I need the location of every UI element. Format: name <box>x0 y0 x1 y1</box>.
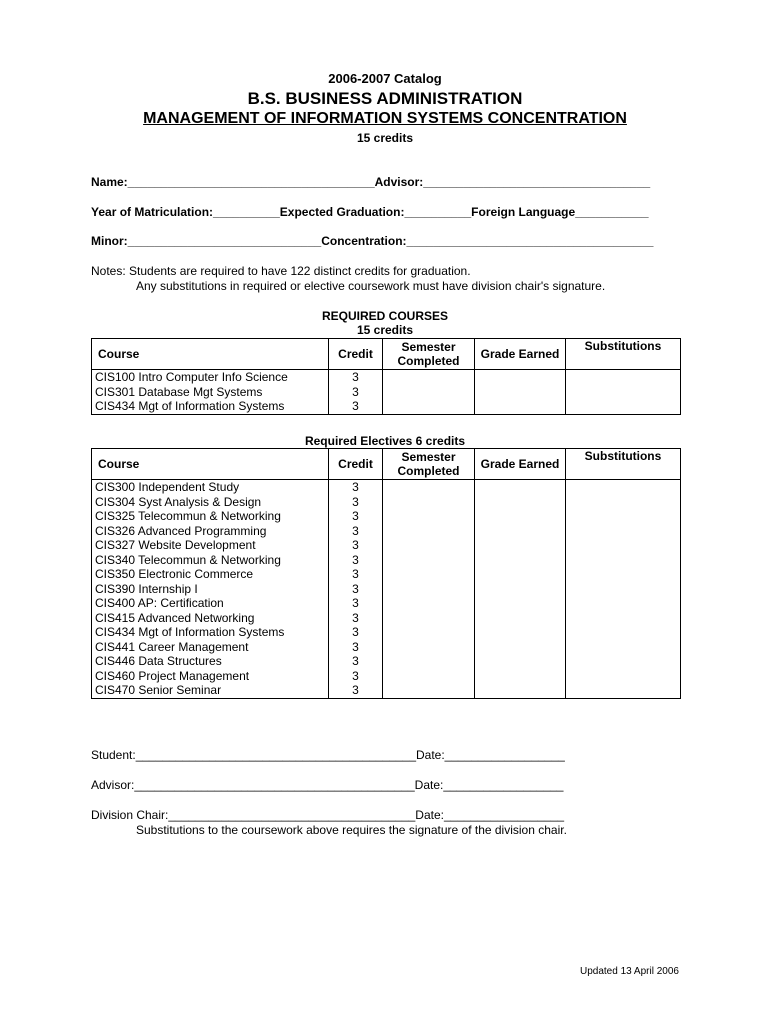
substitutions-cell[interactable] <box>566 596 681 611</box>
table-row <box>92 567 681 582</box>
table-row <box>92 553 681 568</box>
table-row <box>92 399 681 414</box>
substitutions-cell[interactable] <box>566 495 681 510</box>
course-cell: CIS441 Career Management <box>92 640 329 655</box>
electives-body <box>92 480 681 699</box>
grade-cell[interactable] <box>475 640 566 655</box>
credit-cell: 3 <box>329 370 383 385</box>
credit-cell: 3 <box>329 399 383 414</box>
substitutions-cell[interactable] <box>566 385 681 400</box>
substitutions-cell[interactable] <box>566 625 681 640</box>
course-cell: CIS434 Mgt of Information Systems <box>92 625 329 640</box>
credit-cell: 3 <box>329 625 383 640</box>
grade-cell[interactable] <box>475 385 566 400</box>
course-cell: CIS415 Advanced Networking <box>92 611 329 626</box>
semester-cell[interactable] <box>383 683 475 698</box>
credit-cell: 3 <box>329 611 383 626</box>
table-row <box>92 538 681 553</box>
substitutions-cell[interactable] <box>566 582 681 597</box>
semester-cell[interactable] <box>383 654 475 669</box>
credit-cell: 3 <box>329 524 383 539</box>
substitutions-cell[interactable] <box>566 654 681 669</box>
table-row <box>92 582 681 597</box>
col-grade: Grade Earned <box>475 339 566 370</box>
credit-cell: 3 <box>329 509 383 524</box>
catalog-year: 2006-2007 Catalog <box>328 71 442 86</box>
course-cell: CIS300 Independent Study <box>92 480 329 495</box>
grade-cell[interactable] <box>475 399 566 414</box>
semester-cell[interactable] <box>383 385 475 400</box>
course-cell: CIS434 Mgt of Information Systems <box>92 399 329 414</box>
credit-cell: 3 <box>329 654 383 669</box>
semester-cell[interactable] <box>383 553 475 568</box>
substitutions-cell[interactable] <box>566 669 681 684</box>
semester-cell[interactable] <box>383 640 475 655</box>
course-cell: CIS304 Syst Analysis & Design <box>92 495 329 510</box>
col-course: Course <box>92 339 329 370</box>
substitutions-cell[interactable] <box>566 538 681 553</box>
course-cell: CIS350 Electronic Commerce <box>92 567 329 582</box>
table-row <box>92 370 681 385</box>
credit-cell: 3 <box>329 567 383 582</box>
table-row <box>92 596 681 611</box>
substitutions-cell[interactable] <box>566 640 681 655</box>
credit-cell: 3 <box>329 538 383 553</box>
col-substitutions: Substitutions <box>566 339 681 370</box>
required-courses-credits: 15 credits <box>356 323 414 337</box>
credit-cell: 3 <box>329 669 383 684</box>
electives-title: Required Electives 6 credits <box>304 434 466 448</box>
table-row <box>92 509 681 524</box>
name-advisor-line[interactable]: Name:_____________________________________Advisor:__________________________________ <box>91 175 651 189</box>
semester-cell[interactable] <box>383 567 475 582</box>
matriculation-line[interactable]: Year of Matriculation:__________Expected Graduation:__________Foreign Language___________ <box>91 205 649 219</box>
col-course: Course <box>92 449 329 480</box>
table-row <box>92 385 681 400</box>
course-cell: CIS325 Telecommun & Networking <box>92 509 329 524</box>
student-signature-line[interactable]: Student:__________________________________________Date:__________________ <box>91 748 565 762</box>
course-cell: CIS326 Advanced Programming <box>92 524 329 539</box>
table-row <box>92 640 681 655</box>
substitutions-cell[interactable] <box>566 524 681 539</box>
notes-line-2: Any substitutions in required or elective coursework must have division chair's signature. <box>136 279 606 293</box>
table-row <box>92 669 681 684</box>
credit-cell: 3 <box>329 480 383 495</box>
substitutions-cell[interactable] <box>566 611 681 626</box>
concentration-title: MANAGEMENT OF INFORMATION SYSTEMS CONCENTRATION <box>143 110 627 127</box>
substitutions-cell[interactable] <box>566 567 681 582</box>
semester-cell[interactable] <box>383 538 475 553</box>
credit-cell: 3 <box>329 553 383 568</box>
substitutions-cell[interactable] <box>566 480 681 495</box>
semester-cell[interactable] <box>383 596 475 611</box>
notes-line-1: Notes: Students are required to have 122 distinct credits for graduation. <box>91 264 471 278</box>
minor-concentration-line[interactable]: Minor:_____________________________Concentration:_____________________________________ <box>91 234 654 248</box>
course-cell: CIS301 Database Mgt Systems <box>92 385 329 400</box>
substitutions-cell[interactable] <box>566 683 681 698</box>
grade-cell[interactable] <box>475 553 566 568</box>
course-cell: CIS100 Intro Computer Info Science <box>92 370 329 385</box>
grade-cell[interactable] <box>475 582 566 597</box>
substitutions-note: Substitutions to the coursework above requires the signature of the division chair. <box>136 823 567 837</box>
required-courses-title: REQUIRED COURSES <box>321 309 449 323</box>
grade-cell[interactable] <box>475 538 566 553</box>
credit-cell: 3 <box>329 596 383 611</box>
substitutions-cell[interactable] <box>566 509 681 524</box>
grade-cell[interactable] <box>475 509 566 524</box>
semester-cell[interactable] <box>383 480 475 495</box>
course-cell: CIS400 AP: Certification <box>92 596 329 611</box>
grade-cell[interactable] <box>475 370 566 385</box>
grade-cell[interactable] <box>475 669 566 684</box>
col-semester: Semester Completed <box>383 449 475 480</box>
credit-cell: 3 <box>329 582 383 597</box>
course-cell: CIS446 Data Structures <box>92 654 329 669</box>
substitutions-cell[interactable] <box>566 370 681 385</box>
credit-cell: 3 <box>329 683 383 698</box>
grade-cell[interactable] <box>475 654 566 669</box>
grade-cell[interactable] <box>475 524 566 539</box>
course-cell: CIS460 Project Management <box>92 669 329 684</box>
col-credit: Credit <box>329 449 383 480</box>
semester-cell[interactable] <box>383 524 475 539</box>
table-row <box>92 480 681 495</box>
course-cell: CIS340 Telecommun & Networking <box>92 553 329 568</box>
grade-cell[interactable] <box>475 567 566 582</box>
semester-cell[interactable] <box>383 611 475 626</box>
credit-cell: 3 <box>329 495 383 510</box>
semester-cell[interactable] <box>383 582 475 597</box>
updated-date: Updated 13 April 2006 <box>580 966 679 977</box>
substitutions-cell[interactable] <box>566 399 681 414</box>
credits-subtitle: 15 credits <box>356 131 414 145</box>
grade-cell[interactable] <box>475 625 566 640</box>
semester-cell[interactable] <box>383 669 475 684</box>
grade-cell[interactable] <box>475 611 566 626</box>
degree-title: B.S. BUSINESS ADMINISTRATION <box>247 89 523 108</box>
semester-cell[interactable] <box>383 495 475 510</box>
course-cell: CIS327 Website Development <box>92 538 329 553</box>
col-semester: Semester Completed <box>383 339 475 370</box>
table-row <box>92 611 681 626</box>
required-courses-body <box>92 370 681 415</box>
semester-cell[interactable] <box>383 509 475 524</box>
table-row <box>92 524 681 539</box>
semester-cell[interactable] <box>383 370 475 385</box>
col-grade: Grade Earned <box>475 449 566 480</box>
grade-cell[interactable] <box>475 495 566 510</box>
division-chair-signature-line[interactable]: Division Chair:_____________________________________Date:__________________ <box>91 808 565 822</box>
table-row <box>92 654 681 669</box>
course-cell: CIS390 Internship I <box>92 582 329 597</box>
col-substitutions: Substitutions <box>566 449 681 480</box>
required-courses-table <box>91 338 681 415</box>
col-credit: Credit <box>329 339 383 370</box>
semester-cell[interactable] <box>383 625 475 640</box>
table-row <box>92 625 681 640</box>
table-row <box>92 683 681 698</box>
grade-cell[interactable] <box>475 596 566 611</box>
electives-table <box>91 448 681 699</box>
advisor-signature-line[interactable]: Advisor:__________________________________________Date:__________________ <box>91 778 564 792</box>
substitutions-cell[interactable] <box>566 553 681 568</box>
credit-cell: 3 <box>329 385 383 400</box>
table-row <box>92 495 681 510</box>
course-cell: CIS470 Senior Seminar <box>92 683 329 698</box>
grade-cell[interactable] <box>475 683 566 698</box>
grade-cell[interactable] <box>475 480 566 495</box>
semester-cell[interactable] <box>383 399 475 414</box>
credit-cell: 3 <box>329 640 383 655</box>
